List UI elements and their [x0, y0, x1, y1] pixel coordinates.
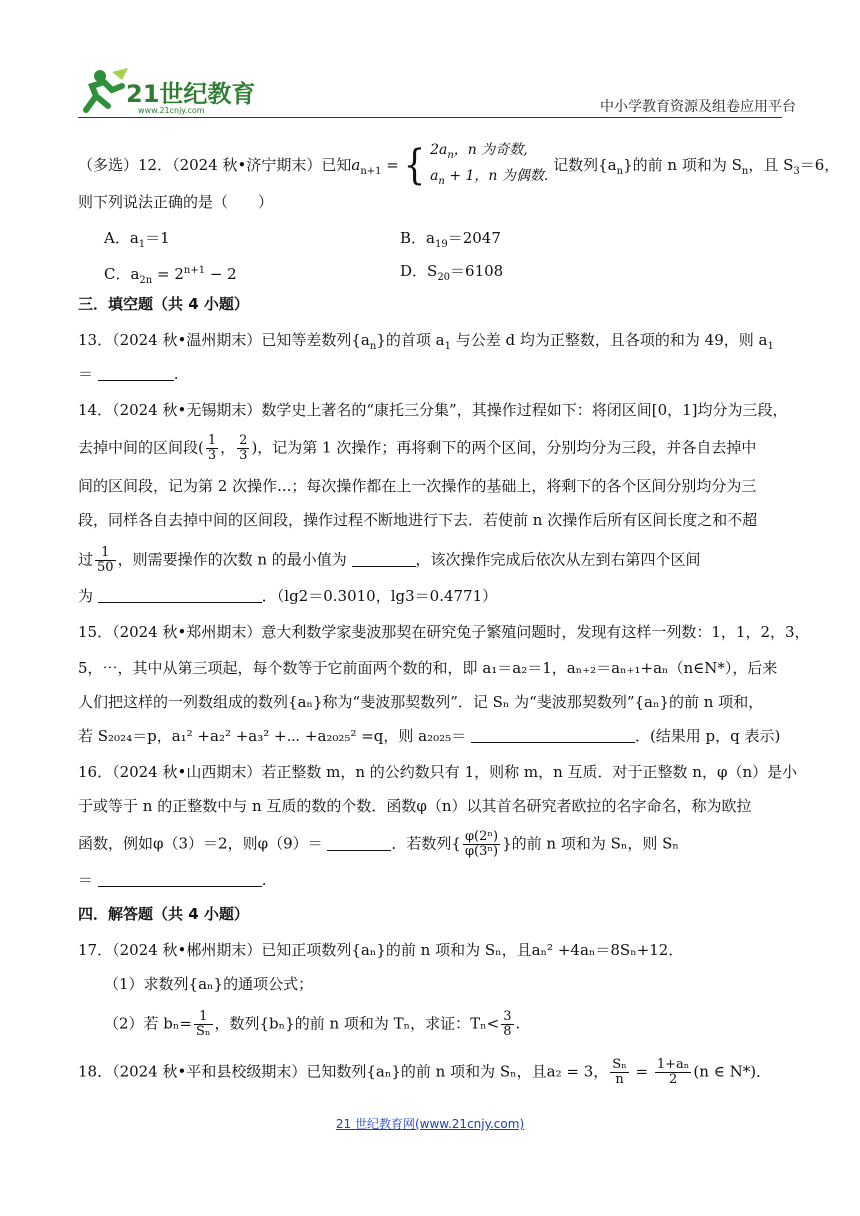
question-14-line-2: 去掉中间的区间段( $\frac{1}{3}$ ， $\frac{2}{3}$ )，记为第 1 次操作；再将剩下的两个区间，分别均分为三段，并各自去掉中 [78, 433, 757, 463]
svg-text:www.21cnjy.com: www.21cnjy.com [138, 106, 205, 115]
runner-logo-icon [78, 66, 268, 116]
answer-blank[interactable] [98, 872, 262, 887]
question-14-line-4: 段，同样各自去掉中间的区间段，操作过程不断地进行下去．若使前 n 次操作后所有区间长度之和不超 [78, 511, 758, 529]
question-17-stem: 17．（2024 秋•郴州期末）已知正项数列{aₙ}的前 n 项和为 Sₙ，且aₙ² +4aₙ＝8Sₙ+12． [78, 941, 684, 959]
question-16-line-4: ＝ . [78, 871, 267, 889]
question-17-part-2: （2）若 bₙ= $\frac{1}{\text{Sₙ}}$ ，数列{bₙ}的前 n 项和为 Tₙ，求证：Tₙ< $\frac{3}{8}$ . [104, 1009, 521, 1039]
question-16-line-3: 函数，例如φ（3）＝2，则φ（9）＝ ．若数列{ $\frac{\text{φ(2ⁿ)}}{\text{φ(3ⁿ)}}$ }的前 n 项和为 Sₙ，则 Sₙ [78, 829, 679, 859]
question-18-stem: 18．（2024 秋•平和县校级期末）已知数列{aₙ}的前 n 项和为 Sₙ，且a₂ = 3， $\frac{\text{Sₙ}}{n}$ = $\frac{\text{1+aₙ}}{2}$ (n ∈ N*)． [78, 1057, 772, 1087]
platform-name: 中小学教育资源及组卷应用平台 [600, 99, 796, 115]
answer-blank[interactable] [352, 552, 416, 567]
question-16-line-2: 于或等于 n 的正整数中与 n 互质的数的个数．函数φ（n）以其首名研究者欧拉的名字命名，称为欧拉 [78, 797, 752, 815]
svg-text:21世纪教育: 21世纪教育 [126, 80, 256, 108]
question-14-line-6: 为 ．（lg2＝0.3010，lg3＝0.4771） [78, 587, 498, 605]
question-16-line-1: 16．（2024 秋•山西期末）若正整数 m，n 的公约数只有 1，则称 m，n 互质．对于正整数 n，φ（n）是小 [78, 763, 798, 781]
question-15-line-3: 人们把这样的一列数组成的数列{aₙ}称为“斐波那契数列”．记 Sₙ 为“斐波那契数列”{aₙ}的前 n 项和， [78, 693, 764, 711]
question-13-answer: ＝ . [78, 365, 179, 383]
answer-blank[interactable] [98, 366, 174, 381]
section-3-title: 三．填空题（共 4 小题） [78, 295, 249, 313]
question-15-line-1: 15．（2024 秋•郑州期末）意大利数学家斐波那契在研究兔子繁殖问题时，发现有这样一列数：1，1，2，3， [78, 623, 810, 641]
answer-blank[interactable] [98, 588, 262, 603]
question-14-line-1: 14．（2024 秋•无锡期末）数学史上著名的“康托三分集”，其操作过程如下：将闭区间[0，1]均分为三段， [78, 401, 788, 419]
option-c: C．$a_{2n} = 2^{n+1} - 2$ [104, 265, 237, 286]
question-17-part-1: （1）求数列{aₙ}的通项公式； [104, 975, 314, 993]
question-12-prompt: 则下列说法正确的是（ ） [78, 193, 274, 211]
header-divider [78, 117, 782, 118]
question-14-line-3: 间的区间段，记为第 2 次操作...；每次操作都在上一次操作的基础上，将剩下的各个区间分别均分为三 [78, 477, 757, 495]
question-12-stem: （多选）12．（2024 秋•济宁期末）已知$a_{n+1}$ = { $2a_n$，n 为奇数, $a_n + 1$，n 为偶数. 记数列$\{a_n\}$的前 n 项和为 $S_n$，且 $S_3=6$， [78, 141, 840, 190]
question-14-line-5: 过 $\frac{1}{50}$ ，则需要操作的次数 n 的最小值为 ，该次操作完成后依次从左到右第四个区间 [78, 545, 701, 575]
section-4-title: 四．解答题（共 4 小题） [78, 905, 249, 923]
question-15-line-4: 若 S₂₀₂₄＝p，a₁² +a₂² +a₃² +⋯ +a₂₀₂₅² =q，则 a₂₀₂₅＝ ．(结果用 p，q 表示) [78, 727, 781, 745]
option-b: B．$a_{19}=2047$ [400, 229, 501, 250]
answer-blank[interactable] [471, 728, 635, 743]
answer-blank[interactable] [327, 836, 391, 851]
question-13-stem: 13．（2024 秋•温州期末）已知等差数列$\{a_n\}$的首项 $a_1$ 与公差 d 均为正整数，且各项的和为 49，则 $a_1$ [78, 331, 774, 352]
site-logo [78, 66, 268, 116]
option-a: A．$a_1=1$ [104, 229, 170, 250]
footer-link[interactable]: 21 世纪教育网(www.21cnjy.com) [335, 1117, 525, 1131]
piecewise-definition: { $2a_n$，n 为奇数, $a_n + 1$，n 为偶数. [403, 141, 549, 190]
option-d: D．$S_{20}=6108$ [400, 262, 504, 283]
question-15-line-2: 5，⋯，其中从第三项起，每个数等于它前面两个数的和，即 a₁＝a₂＝1，aₙ₊₂＝aₙ₊₁+aₙ（n∈N*），后来 [78, 659, 778, 677]
